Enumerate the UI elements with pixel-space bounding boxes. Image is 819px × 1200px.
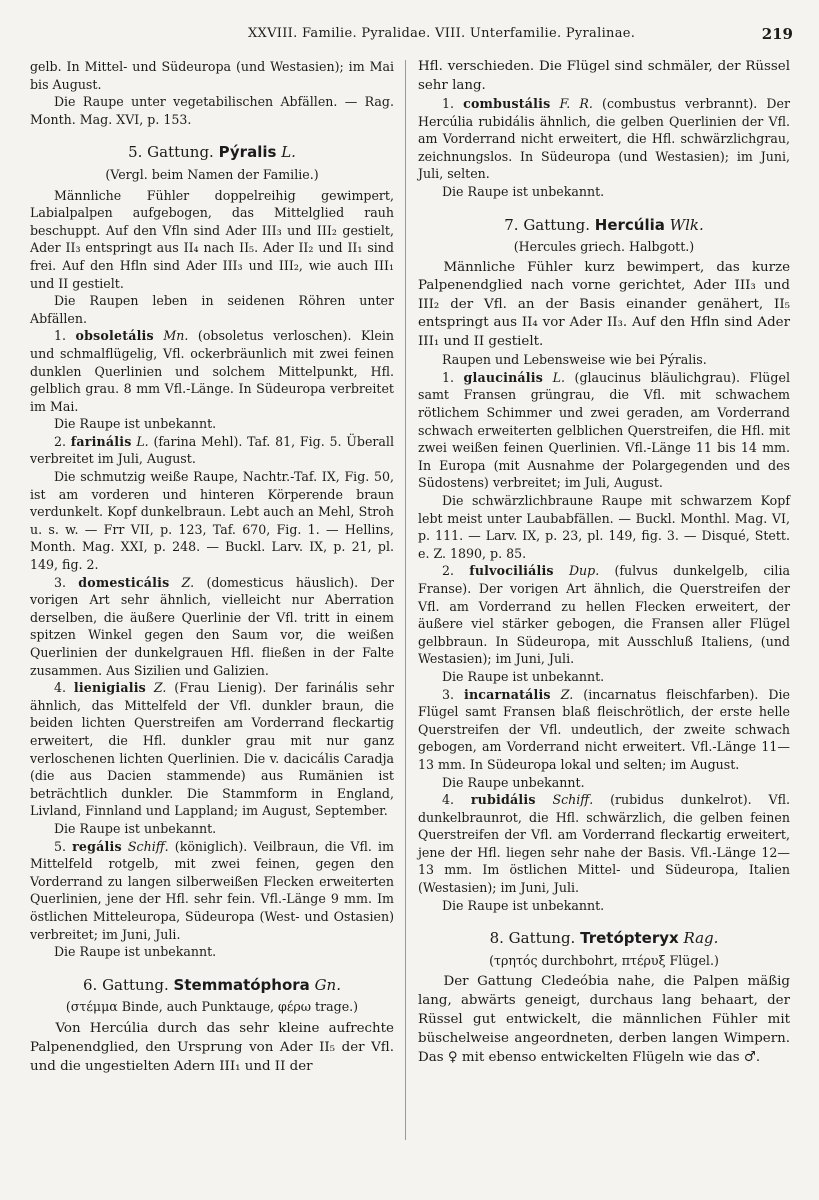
raupe-note: Die Raupe unbekannt.	[441, 774, 585, 790]
genus-heading-8	[418, 930, 790, 948]
raupe-note: Die Raupe ist unbekannt.	[53, 416, 217, 432]
species-entry: 4. lienigialis Z. (Frau Lienig). Der farinális sehr ähnlich, das Mittelfeld der Vfl. dunkler braun, die beiden lichten Querstreifen am Vorderrand fleckartig erweitert, die Hfl. dunkler grau mit nur ganz verloschenen lichten Querlinien. Die v. dacicális Caradja (die aus Dacien stammende) aus Rumänien ist beträchtlich dunkler. Die Stammform in England, Livland, Finnland und Lappland; im August, September.	[30, 680, 394, 819]
species-entry: 1. obsoletális Mn. (obsoletus verloschen). Klein und schmalflügelig, Vfl. ockerbräunlich mit zwei feinen dunklen Querlinien und solchem Mittelpunkt, Hfl. gelblich grau. 8 mm Vfl.-Länge. In Südeuropa verbreitet im Mai.	[30, 328, 395, 414]
species-name: farinális	[70, 433, 132, 449]
species-entry: 3. incarnatális Z. (incarnatus fleischfarben). Die Flügel samt Fransen blaß fleischrötlich, der erste helle Querstreifen der Vfl. undeutlich, der zweite schwach gebogen, am Vorderrand nicht erweitert. Vfl.-Länge 11—13 mm. In Südeuropa lokal und selten; im August.	[418, 686, 790, 772]
species-name: lienigialis	[73, 680, 146, 696]
species-entry: 2. farinális L. (farina Mehl). Taf. 81, Fig. 5. Überall verbreitet im Juli, August.	[30, 433, 394, 467]
running-title: XXVIII. Familie. Pyralidae. VIII. Unterfamilie. Pyralinae.	[248, 26, 636, 41]
genus-heading-5	[30, 144, 394, 162]
genus-number: 6. Gattung.	[83, 975, 169, 994]
raupe-note: Die schmutzig weiße Raupe, Nachtr.-Taf. IX, Fig. 50, ist am vorderen und hinteren Körperende braun verdunkelt. Kopf dunkelbraun. Lebt auch an Mehl, Stroh u. s. w. — Frr VII, p. 123, Taf. 670, Fig. 1. — Hellins, Month. Mag. XXI, p. 248. — Buckl. Larv. IX, p. 21, pl. 149, fig. 2.	[30, 469, 394, 573]
genus-author: L.	[281, 143, 296, 162]
genus-number: 5. Gattung.	[128, 143, 214, 162]
genus-name: Hercúlia	[594, 215, 665, 234]
paragraph: Die Raupen leben in seidenen Röhren unter Abfällen.	[30, 293, 394, 326]
genus-subtitle: (τρητός durchbohrt, πτέρυξ Flügel.)	[489, 952, 719, 968]
raupe-note: Die Raupe ist unbekannt.	[441, 668, 605, 684]
raupe-note: Die schwärzlichbraune Raupe mit schwarzem Kopf lebt meist unter Laubabfällen. — Buckl. Monthl. Mag. VI, p. 111. — Larv. IX, p. 23, pl. 149, fig. 3. — Disqué, Stett. e. Z. 1890, p. 85.	[418, 493, 790, 561]
genus-subtitle: (στέμμα Binde, auch Punktauge, φέρω trage.)	[65, 999, 359, 1015]
page-number: 219	[761, 25, 793, 43]
column-divider	[405, 60, 406, 1140]
raupe-note: Die Raupe ist unbekannt.	[53, 944, 217, 960]
raupe-note: Die Raupe ist unbekannt.	[441, 897, 605, 913]
paragraph: gelb. In Mittel- und Südeuropa (und Westasien); im Mai bis August.	[30, 59, 394, 92]
species-name: combustális	[463, 96, 551, 111]
species-name: regális	[72, 838, 122, 854]
paragraph: Der Gattung Cledeóbia nahe, die Palpen mäßig lang, abwärts geneigt, durchaus lang behaart, der Rüssel gut entwickelt, die männlichen Fühler mit büschelweise angeordneten, derben langen Wimpern. Das ♀ mit ebenso entwickelten Flügeln wie das ♂.	[418, 974, 790, 1066]
species-name: fulvociliális	[469, 563, 554, 579]
species-entry: 1. combustális F. R. (combustus verbrannt). Der Hercúlia rubidális ähnlich, die gelben Querlinien der Vfl. am Vorderrand nicht erweitert, die Hfl. schwärzlichgrau, zeichnungslos. In Südeuropa (und Westasien); im Juni, Juli, selten.	[418, 96, 790, 182]
genus-author: Gn.	[314, 975, 341, 994]
species-entry: 5. regális Schiff. (königlich). Veilbraun, die Vfl. im Mittelfeld rotgelb, mit zwei feinen, gegen den Vorderrand zu langen silberweißen Flecken erweiterten Querlinien, jene der Hfl. sehr fein. Vfl.-Länge 9 mm. Im östlichen Mitteleuropa, Südeuropa (West- und Ostasien) verbreitet; im Juni, Juli.	[30, 838, 394, 942]
species-entry: 4. rubidális Schiff. (rubidus dunkelrot). Vfl. dunkelbraunrot, die Hfl. schwärzlich, die gelben feinen Querstreifen der Vfl. am Vorderrand fleckartig erweitert, jene der Hfl. liegen sehr nahe der Basis. Vfl.-Länge 12—13 mm. Im östlichen Mittel- und Südeuropa, Italien (Westasien); im Juni, Juli.	[418, 792, 790, 896]
genus-number: 7. Gattung.	[504, 215, 590, 234]
paragraph: Männliche Fühler kurz bewimpert, das kurze Palpenendglied nach vorne gerichtet, Ader III₃ und III₂ der Vfl. an der Basis einander genähert, II₅ entspringt aus II₄ vor Ader II₃. Auf den Hfln sind Ader III₁ und II gestielt.	[418, 259, 790, 349]
genus-heading-7	[418, 217, 790, 235]
species-entry: 2. fulvociliális Dup. (fulvus dunkelgelb, cilia Franse). Der vorigen Art ähnlich, die Querstreifen der Vfl. am Vorderrand zu hellen Flecken erweitert, der äußere viel stärker gebogen, die Fransen aller Flügel gelbbraun. In Südeuropa, mit Ausschluß Italiens, (und Westasien); im Juni, Juli.	[418, 563, 790, 667]
species-entry: 3. domesticális Z. (domesticus häuslich). Der vorigen Art sehr ähnlich, vielleicht nur Aberration derselben, die äußere Querlinie der Vfl. tritt in einem spitzen Winkel gegen den Saum vor, die weißen Querlinien der dunkelgrauen Hfl. fließen in der Falte zusammen. Aus Sizilien und Galizien.	[30, 574, 394, 678]
raupe-note: Die Raupe ist unbekannt.	[53, 820, 217, 836]
species-name: domesticális	[78, 574, 170, 590]
genus-number: 8. Gattung.	[489, 929, 576, 948]
species-name: glaucinális	[463, 369, 544, 385]
genus-heading-6	[30, 977, 394, 995]
species-name: rubidális	[470, 792, 536, 808]
species-name: incarnatális	[463, 686, 551, 702]
raupe-note: Die Raupe ist unbekannt.	[441, 183, 605, 199]
genus-subtitle: (Hercules griech. Halbgott.)	[513, 239, 695, 255]
paragraph: Von Hercúlia durch das sehr kleine aufrechte Palpenendglied, den Ursprung von Ader II₅ der Vfl. und die ungestielten Adern III₁ und II der	[30, 1020, 394, 1074]
genus-author: Rag.	[683, 929, 719, 948]
running-header	[0, 26, 819, 46]
paragraph: Hfl. verschieden. Die Flügel sind schmäler, der Rüssel sehr lang.	[418, 59, 790, 93]
genus-name: Pýralis	[218, 143, 277, 162]
paragraph: Die Raupe unter vegetabilischen Abfällen. — Rag. Month. Mag. XVI, p. 153.	[30, 94, 394, 127]
species-name: obsoletális	[75, 328, 154, 344]
paragraph: Männliche Fühler doppelreihig gewimpert, Labialpalpen aufgebogen, das Mittelglied rauh beschuppt. Auf den Vfln sind Ader III₃ und III₂ gestielt, Ader II₃ entspringt aus II₄ nach II₅. Ader II₂ und II₁ sind frei. Auf den Hfln sind Ader III₃ und III₂, wie auch III₁ und II gestielt.	[30, 187, 394, 291]
genus-name: Stemmatóphora	[173, 975, 310, 994]
paragraph: Raupen und Lebensweise wie bei Pýralis.	[441, 352, 707, 368]
genus-name: Tretópteryx	[580, 929, 679, 948]
genus-subtitle: (Vergl. beim Namen der Familie.)	[105, 166, 319, 182]
species-entry: 1. glaucinális L. (glaucinus bläulichgrau). Flügel samt Fransen grüngrau, die Vfl. mit schwachem rötlichem Schimmer und zwei geraden, am Vorderrand schwach erweiterten gelblichen Querstreifen, die Hfl. mit zwei weißen feinen Querlinien. Vfl.-Länge 11 bis 14 mm. In Europa (mit Ausnahme der Polargegenden und des Südostens) verbreitet; im Juli, August.	[418, 369, 790, 491]
right-column	[418, 58, 790, 1067]
genus-author: Wlk.	[669, 215, 704, 234]
left-column	[30, 58, 394, 1076]
